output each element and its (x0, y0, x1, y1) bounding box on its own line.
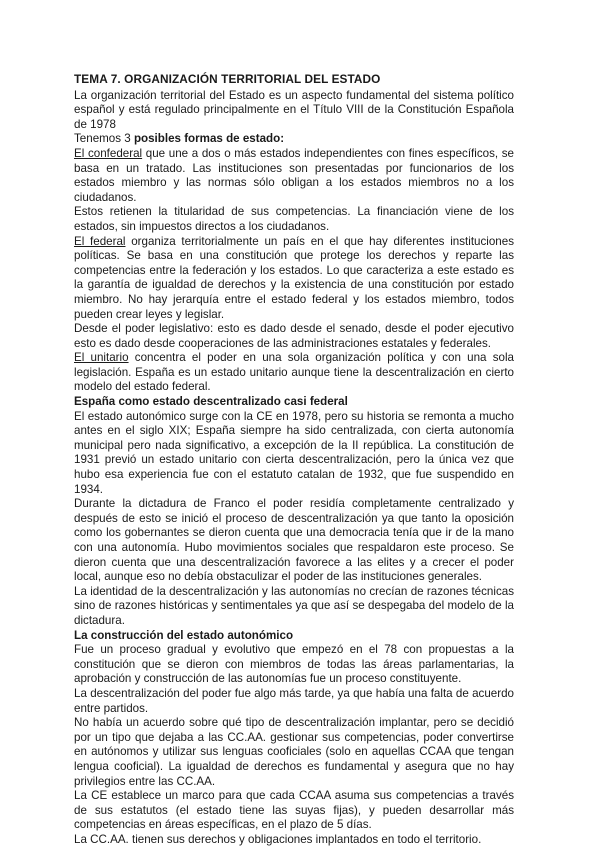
paragraph-dictadura: Durante la dictadura de Franco el poder residía completamente centralizado y después de esto se inició el proceso de descentralización ya que tanto la oposición como los gobernantes se dieron cuenta que una democracia tenía que ir de la mano con una autonomía. Hubo movimientos sociales que respaldaron este proceso. Se dieron cuenta que una descentralización favorece a las elites y a crecer el poder local, aunque eso no debía obstaculizar el poder de las instituciones generales. (74, 497, 514, 584)
document-title: TEMA 7. ORGANIZACIÓN TERRITORIAL DEL ESTADO (74, 72, 381, 86)
confederal-paragraph (74, 147, 514, 205)
confederal-term: El confederal (74, 146, 143, 160)
paragraph-estado-autonomico: El estado autonómico surge con la CE en 1978, pero su historia se remonta a mucho antes en el siglo XIX; España siempre ha sido centralizada, con cierta autonomía municipal pero nada significativo, a excepción de la II república. La constitución de 1931 previó un estado unitario con cierta descentralización, pero la única vez que hubo esa experiencia fue con el estatuto catalan de 1932, que fue suspendido en 1934. (74, 409, 514, 496)
paragraph-proceso-gradual: Fue un proceso gradual y evolutivo que empezó en el 78 con propuestas a la constitución que se dieron con miembros de todas las áreas parlamentarias, la aprobación y construcción de las autonomías fue un proceso constituyente. (74, 643, 514, 686)
forms-prefix: Tenemos 3 (74, 132, 134, 146)
federal-paragraph-2: Desde el poder legislativo: esto es dado desde el senado, desde el poder ejecutivo esto es dado desde cooperaciones de las administraciones estatales y federales. (74, 322, 514, 350)
federal-text: organiza territorialmente un país en el que hay diferentes instituciones políticas. Se basa en una constitución que protege los derechos y reparte las competencias entre la federación y los estados. Lo que caracteriza a este estado es la garantía de igualdad de derechos y la existencia de una constitución por estado miembro. No hay jerarquía entre el estado federal y los estados miembro, todos pueden crear leyes y legislar. (74, 234, 514, 321)
confederal-paragraph-2: Estos retienen la titularidad de sus competencias. La financiación viene de los estados, sin impuestos directos a los ciudadanos. (74, 205, 514, 233)
paragraph-acuerdo: No había un acuerdo sobre qué tipo de descentralización implantar, pero se decidió por un tipo que dejaba a las CC.AA. gestionar sus competencias, poder convertirse en autónomos y utilizar sus lenguas cooficiales (solo en aquellas CCAA que tengan lengua cooficial). La igualdad de derechos es fundamental y asegura que no hay privilegios entre las CC.AA. (74, 716, 514, 788)
section-heading-construccion: La construcción del estado autonómico (74, 628, 294, 642)
federal-paragraph (74, 235, 514, 323)
forms-line (74, 132, 514, 147)
section-heading-descentralizado: España como estado descentralizado casi federal (74, 395, 348, 409)
federal-term: El federal (74, 234, 126, 248)
unitario-text: concentra el poder en una sola organización política y con una sola legislación. España es un estado unitario aunque tiene la descentralización en cierto modelo del estado federal. (74, 351, 514, 394)
paragraph-ccaa-derechos: La CC.AA. tienen sus derechos y obligaciones implantados en todo el territorio. (74, 832, 482, 846)
unitario-term: El unitario (74, 351, 129, 365)
intro-paragraph: La organización territorial del Estado es un aspecto fundamental del sistema político español y está regulado principalmente en el Título VIII de la Constitución Española de 1978 (74, 88, 514, 131)
paragraph-ce-marco: La CE establece un marco para que cada CCAA asuma sus competencias a través de sus estatutos (el estado tiene las suyas fijas), y pueden desarrollar más competencias en áreas específicas, en el plazo de 5 días. (74, 789, 514, 832)
unitario-paragraph (74, 351, 514, 395)
forms-bold: posibles formas de estado: (133, 132, 285, 146)
paragraph-descentralizacion-poder: La descentralización del poder fue algo más tarde, ya que había una falta de acuerdo entre partidos. (74, 686, 514, 715)
confederal-text: que une a dos o más estados independientes con fines específicos, se basa en un tratado. Las instituciones son presentadas por funcionarios de los estados miembro y las normas sólo obligan a los estados miembros no a los ciudadanos. (74, 146, 515, 204)
paragraph-identidad: La identidad de la descentralización y las autonomías no crecían de razones técnicas sino de razones históricas y sentimentales ya que así se despegaba del modelo de la dictadura. (74, 584, 514, 627)
